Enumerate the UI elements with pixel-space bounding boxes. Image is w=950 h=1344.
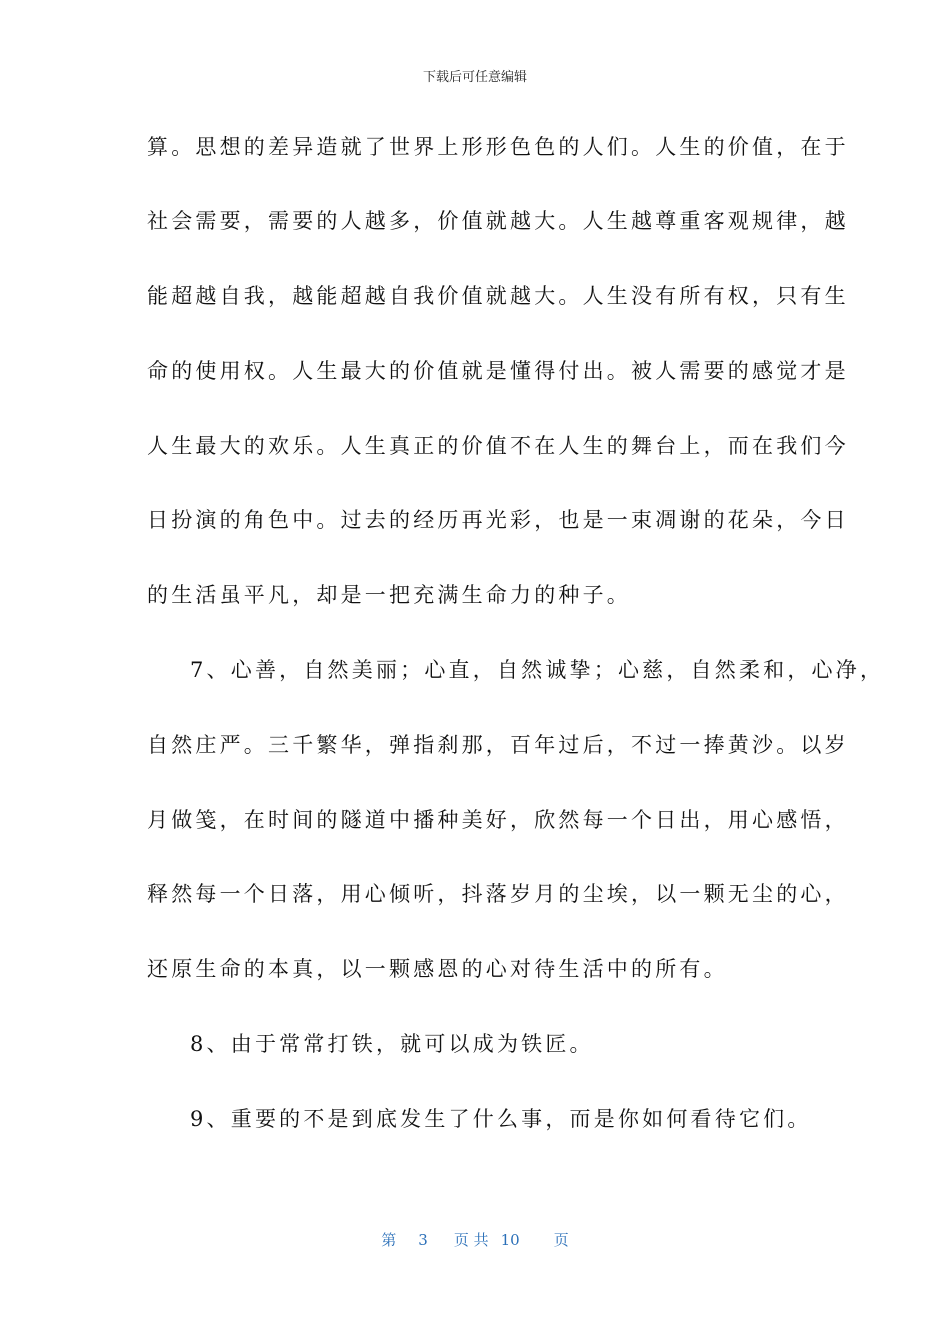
list-item-9: 9、重要的不是到底发生了什么事，而是你如何看待它们。: [190, 1107, 812, 1131]
list-item-8: 8、由于常常打铁，就可以成为铁匠。: [190, 1032, 594, 1056]
text-line: 命的使用权。人生最大的价值就是懂得付出。被人需要的感觉才是: [147, 359, 849, 383]
footer-suffix: 页: [553, 1231, 569, 1249]
text-line: 社会需要，需要的人越多，价值就越大。人生越尊重客观规律，越: [147, 209, 849, 233]
page-number: 3: [418, 1231, 428, 1249]
text-line: 日扮演的角色中。过去的经历再光彩，也是一束凋谢的花朵，今日: [147, 508, 849, 532]
text-line: 还原生命的本真，以一颗感恩的心对待生活中的所有。: [147, 957, 728, 981]
text-line: 人生最大的欢乐。人生真正的价值不在人生的舞台上，而在我们今: [147, 434, 849, 458]
list-item-7: 7、心善，自然美丽；心直，自然诚挚；心慈，自然柔和，心净，: [190, 658, 885, 682]
page-total: 10: [500, 1231, 520, 1249]
text-line: 月做笺，在时间的隧道中播种美好，欣然每一个日出，用心感悟，: [147, 808, 849, 832]
footer-middle: 页 共: [453, 1231, 489, 1249]
text-line: 的生活虽平凡，却是一把充满生命力的种子。: [147, 583, 631, 607]
page-footer: [0, 1229, 950, 1250]
page-header: 下载后可任意编辑: [422, 70, 527, 85]
text-line: 自然庄严。三千繁华，弹指刹那，百年过后，不过一捧黄沙。以岁: [147, 733, 849, 757]
footer-prefix: 第: [381, 1231, 397, 1249]
text-line: 能超越自我，越能超越自我价值就越大。人生没有所有权，只有生: [147, 284, 849, 308]
text-line: 释然每一个日落，用心倾听，抖落岁月的尘埃，以一颗无尘的心，: [147, 882, 849, 906]
text-line: 算。思想的差异造就了世界上形形色色的人们。人生的价值，在于: [147, 135, 849, 159]
